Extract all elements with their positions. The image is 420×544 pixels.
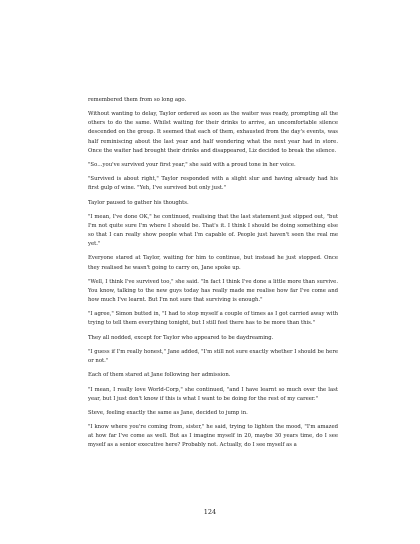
- paragraph: "So…you've survived your first year," she said with a proud tone in her voice.: [88, 161, 296, 168]
- page-number: 124: [203, 508, 217, 516]
- paragraph: "I guess if I'm really honest," Jane added, "I'm still not sure exactly whether I should be here or not.": [88, 348, 338, 365]
- paragraph: "I mean, I really love World-Corp," she continued, "and I have learnt so much over the last year, but I just don't know if this is what I want to be doing for the rest of my career.": [88, 386, 338, 402]
- paragraph: Without wanting to delay, Taylor ordered as soon as the waiter was ready, prompting all the others to do the same. Whilst waiting for their drinks to arrive, an uncomfortable silence descended on the group. It seemed that each of them, exhausted from the day's events, was half reminiscing about the last year and half wondering what the next year had in store. Once the waiter had brought their drinks and disappeared, Liz decided to break the silence.: [88, 111, 338, 154]
- body-text: [88, 96, 338, 456]
- paragraph: "I mean, I've done OK," he continued, realising that the last statement just slipped out, "but I'm not quite sure I'm where I should be. That's it. I think I should be doing something else so that I can really show people what I'm capable of. People just haven't seen the real me yet.": [88, 213, 338, 248]
- paragraph: Steve, feeling exactly the same as Jane, decided to jump in.: [88, 409, 248, 416]
- paragraph: "Survived is about right," Taylor responded with a slight slur and having already had his first gulp of wine. "Yeh, I've survived but only just.": [88, 176, 338, 192]
- paragraph: Everyone stared at Taylor, waiting for him to continue, but instead he just stopped. Once they realised he wasn't going to carry on, Jane spoke up.: [88, 255, 338, 271]
- paragraph: They all nodded, except for Taylor who appeared to be daydreaming.: [88, 334, 274, 341]
- paragraph: Each of them stared at Jane following her admission.: [88, 372, 231, 379]
- paragraph: remembered them from so long ago.: [88, 97, 187, 103]
- paragraph: "I agree," Simon butted in, "I had to stop myself a couple of times as I got carried away with trying to tell them everything tonight, but I still feel there has to be more than this.": [88, 311, 338, 327]
- paragraph: "Well, I think I've survived too," she said. "In fact I think I've done a little more than survive. You know, talking to the new guys today has really made me realise how far I've come and how much I've learnt. But I'm not sure that surviving is enough.": [88, 278, 338, 303]
- paragraph: Taylor paused to gather his thoughts.: [88, 199, 189, 206]
- paragraph: "I know where you're coming from, sister," he said, trying to lighten the mood, "I'm amazed at how far I've come as well. But as I imagine myself in 20, maybe 30 years time, do I see myself as a senior executive here? Probably not. Actually, do I see myself as a: [88, 424, 338, 449]
